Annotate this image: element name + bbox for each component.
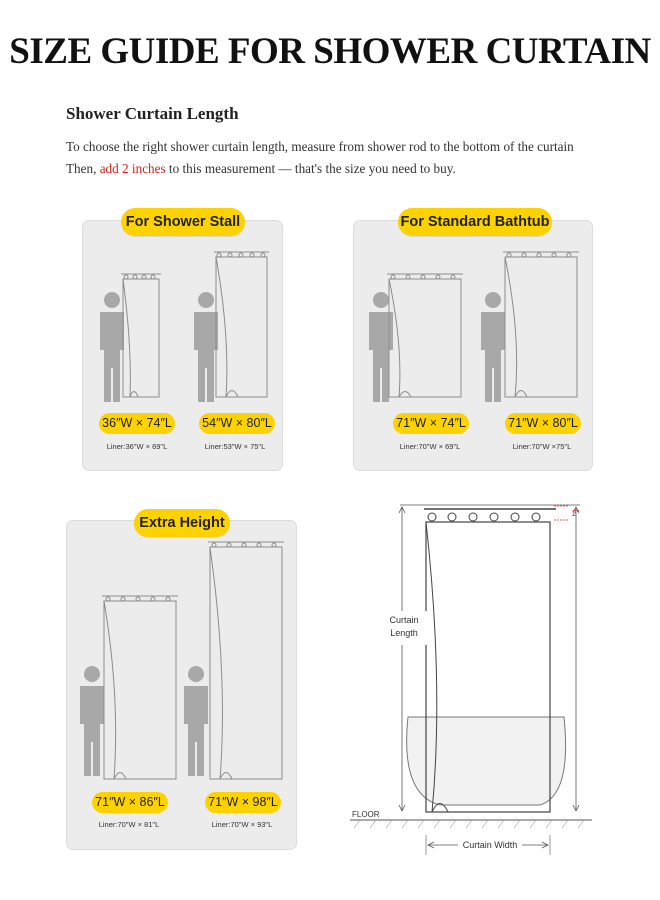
badge-shower-stall: For Shower Stall bbox=[121, 208, 245, 236]
curtain-length-label: Length bbox=[390, 628, 418, 638]
section-heading: Shower Curtain Length bbox=[66, 104, 239, 123]
size-pill: 54″W × 80″L bbox=[199, 413, 275, 434]
shower-curtain-icon bbox=[387, 274, 463, 397]
person-figure-icon bbox=[481, 292, 505, 402]
curtain-length-label: Curtain bbox=[389, 615, 419, 625]
liner-size: Liner:36"W × 69"L bbox=[106, 442, 168, 451]
shower-curtain-icon bbox=[121, 274, 161, 397]
liner-size: Liner:70"W × 81"L bbox=[98, 820, 160, 829]
size-pill: 71″W × 80″L bbox=[505, 413, 581, 434]
liner-size: Liner:70"W ×75"L bbox=[512, 442, 572, 451]
badge-extra-height: Extra Height bbox=[134, 509, 230, 537]
intro-prefix: Then, bbox=[66, 161, 100, 176]
person-figure-icon bbox=[184, 666, 208, 776]
floor-label: FLOOR bbox=[352, 810, 380, 819]
size-pill: 71″W × 74″L bbox=[393, 413, 469, 434]
shower-curtain-icon bbox=[214, 252, 269, 397]
illustration-shower-stall bbox=[82, 246, 283, 406]
size-pill: 71″W × 86″L bbox=[92, 792, 168, 813]
person-figure-icon bbox=[100, 292, 124, 402]
liner-size: Liner:70"W × 69"L bbox=[399, 442, 461, 451]
curtain-measurement-diagram bbox=[340, 495, 600, 870]
bathtub-icon bbox=[407, 717, 566, 805]
page-title: SIZE GUIDE FOR SHOWER CURTAIN bbox=[9, 31, 651, 72]
floor-hatch-icon bbox=[354, 820, 584, 828]
intro-highlight: add 2 inches bbox=[99, 161, 166, 176]
size-pill: 36″W × 74″L bbox=[99, 413, 175, 434]
shower-curtain-icon bbox=[208, 542, 284, 779]
size-pill: 71″W × 98″L bbox=[205, 792, 281, 813]
shower-curtain-icon bbox=[503, 252, 579, 397]
badge-standard-bathtub: For Standard Bathtub bbox=[398, 208, 552, 236]
shower-curtain-icon bbox=[102, 596, 178, 779]
curtain-width-label: Curtain Width bbox=[462, 840, 518, 850]
extra-two-inch-label: 2" bbox=[572, 509, 580, 518]
intro-text bbox=[66, 136, 646, 180]
liner-size: Liner:53"W × 75"L bbox=[204, 442, 266, 451]
person-figure-icon bbox=[80, 666, 104, 776]
person-figure-icon bbox=[194, 292, 218, 402]
intro-line-1: To choose the right shower curtain length, measure from shower rod to the bottom of the curtain bbox=[66, 139, 574, 154]
liner-size: Liner:70"W × 93"L bbox=[211, 820, 273, 829]
illustration-standard-bathtub bbox=[353, 246, 593, 406]
illustration-extra-height bbox=[66, 536, 297, 786]
intro-suffix: to this measurement — that's the size you need to buy. bbox=[165, 161, 456, 176]
intro-line-2 bbox=[66, 158, 646, 180]
curtain-rings-icon bbox=[428, 513, 540, 521]
